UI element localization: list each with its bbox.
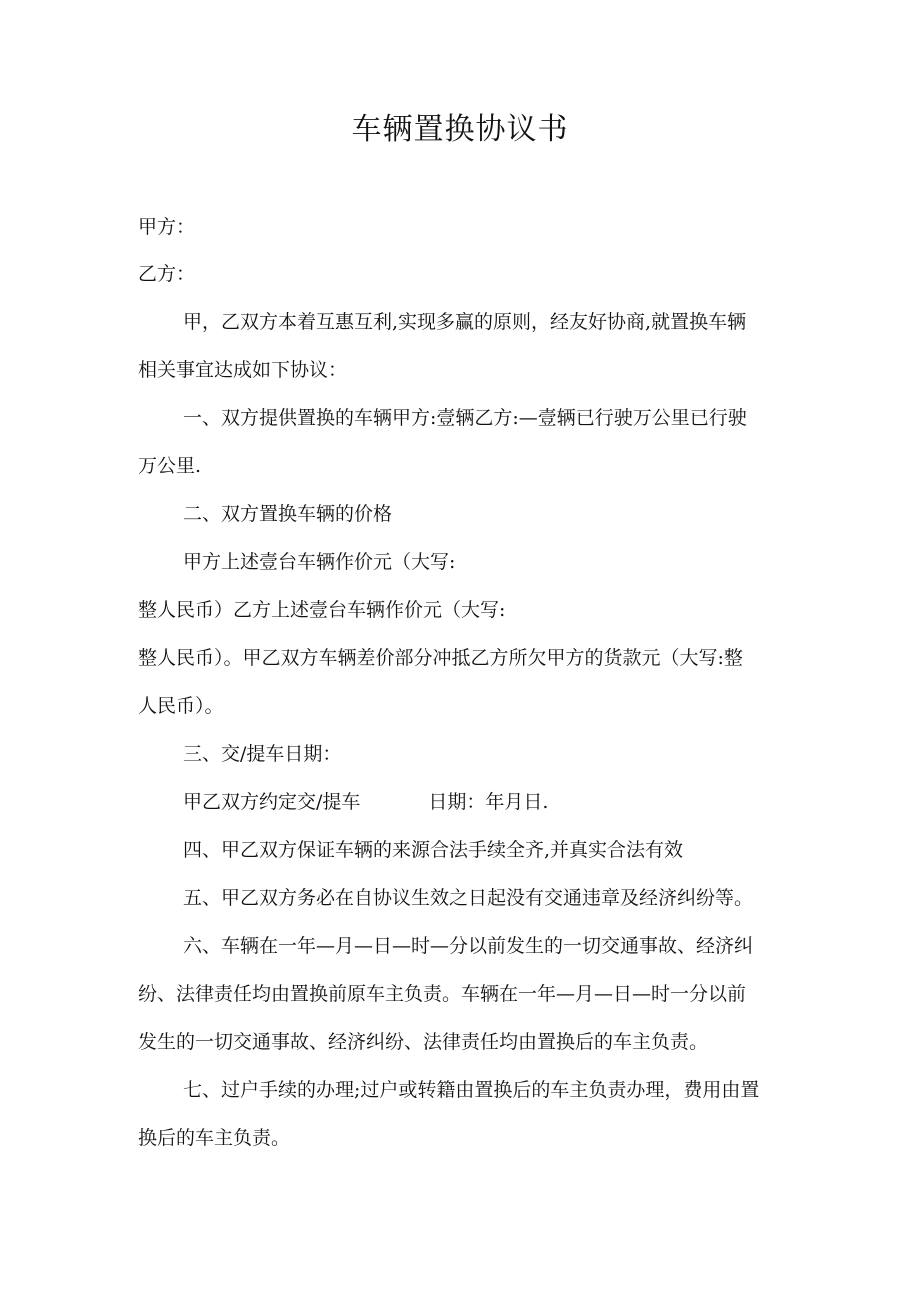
clause-2-line-3: 整人民币）。甲乙双方车辆差价部分冲抵乙方所欠甲方的货款元（大写:整 bbox=[138, 647, 743, 669]
clause-4: 四、甲乙双方保证车辆的来源合法手续全齐,并真实合法有效 bbox=[183, 839, 684, 861]
clause-3-text-b: 日期：年月日. bbox=[428, 791, 549, 813]
clause-2-heading: 二、双方置换车辆的价格 bbox=[183, 503, 393, 525]
clause-2-line-1: 甲方上述壹台车辆作价元（大写: bbox=[183, 551, 456, 573]
clause-2-line-2: 整人民币）乙方上述壹台车辆作价元（大写: bbox=[138, 599, 506, 621]
clause-1-line-1: 一、双方提供置换的车辆甲方:壹辆乙方:—壹辆已行驶万公里已行驶 bbox=[183, 407, 747, 429]
clause-3-text-a: 甲乙双方约定交/提车 bbox=[183, 791, 361, 813]
intro-line-1: 甲，乙双方本着互惠互利,实现多赢的原则，经友好协商,就置换车辆 bbox=[183, 311, 747, 333]
clause-7-line-1: 七、过户手续的办理;过户或转籍由置换后的车主负责办理，费用由置 bbox=[183, 1079, 760, 1101]
clause-2-line-4: 人民币）。 bbox=[138, 695, 224, 717]
clause-6-line-1: 六、车辆在一年—月—日—时—分以前发生的一切交通事故、经济纠 bbox=[183, 935, 754, 957]
clause-6-line-2: 纷、法律责任均由置换前原车主负责。车辆在一年—月—日—时一分以前 bbox=[138, 983, 747, 1005]
clause-5: 五、甲乙双方务必在自协议生效之日起没有交通违章及经济纠纷等。 bbox=[183, 887, 754, 909]
party-b-label: 乙方： bbox=[138, 263, 196, 285]
intro-line-2: 相关事宜达成如下协议： bbox=[138, 359, 348, 381]
party-a-label: 甲方： bbox=[138, 216, 196, 238]
clause-6-line-3: 发生的一切交通事故、经济纠纷、法律责任均由置换后的车主负责。 bbox=[138, 1031, 709, 1053]
clause-3-heading: 三、交/提车日期： bbox=[183, 743, 342, 765]
clause-3-text bbox=[183, 787, 548, 817]
clause-1-line-2: 万公里. bbox=[138, 455, 202, 477]
clause-7-line-2: 换后的车主负责。 bbox=[138, 1127, 291, 1149]
document-title: 车辆置换协议书 bbox=[351, 112, 569, 147]
